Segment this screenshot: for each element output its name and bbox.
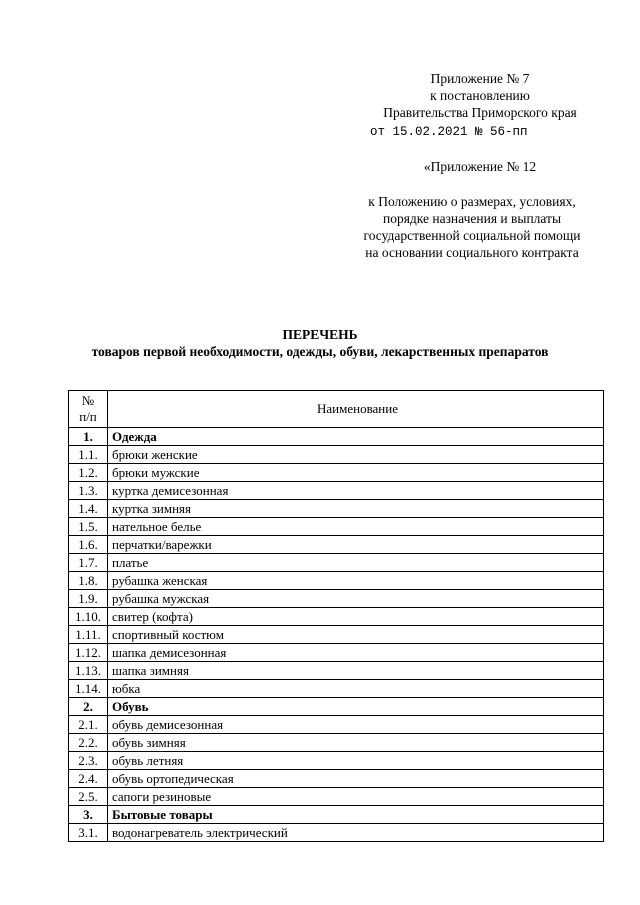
table-row xyxy=(69,536,604,554)
row-number: 1.4. xyxy=(69,500,108,518)
table-row xyxy=(69,824,604,842)
row-number: 2.2. xyxy=(69,734,108,752)
table-row xyxy=(69,518,604,536)
table-row xyxy=(69,662,604,680)
row-number: 2. xyxy=(69,698,108,716)
row-number: 3. xyxy=(69,806,108,824)
row-number: 1.3. xyxy=(69,482,108,500)
table-row xyxy=(69,446,604,464)
table-row xyxy=(69,500,604,518)
table-row xyxy=(69,572,604,590)
row-number: 1.10. xyxy=(69,608,108,626)
table-row xyxy=(69,554,604,572)
table-row xyxy=(69,644,604,662)
table-row xyxy=(69,626,604,644)
row-number: 2.1. xyxy=(69,716,108,734)
row-number: 1.5. xyxy=(69,518,108,536)
table-section-row xyxy=(69,428,604,446)
row-name: куртка зимняя xyxy=(108,500,604,518)
table-body xyxy=(69,428,604,842)
row-number: 2.4. xyxy=(69,770,108,788)
row-number: 1.7. xyxy=(69,554,108,572)
table-section-row xyxy=(69,698,604,716)
table-row xyxy=(69,716,604,734)
row-name: перчатки/варежки xyxy=(108,536,604,554)
row-number: 1.6. xyxy=(69,536,108,554)
table-row xyxy=(69,680,604,698)
row-name: Одежда xyxy=(108,428,604,446)
row-name: брюки мужские xyxy=(108,464,604,482)
table-row xyxy=(69,608,604,626)
row-name: куртка демисезонная xyxy=(108,482,604,500)
row-number: 1.9. xyxy=(69,590,108,608)
row-name: шапка зимняя xyxy=(108,662,604,680)
row-number: 1.1. xyxy=(69,446,108,464)
header-regulation-2: порядке назначения и выплаты xyxy=(382,211,562,226)
row-name: обувь ортопедическая xyxy=(108,770,604,788)
items-table xyxy=(68,390,604,842)
row-name: обувь демисезонная xyxy=(108,716,604,734)
table-row xyxy=(69,734,604,752)
row-name: рубашка мужская xyxy=(108,590,604,608)
row-name: сапоги резиновые xyxy=(108,788,604,806)
column-header-number xyxy=(69,391,108,428)
document-title: ПЕРЕЧЕНЬ xyxy=(282,327,358,342)
row-number: 3.1. xyxy=(69,824,108,842)
row-name: Обувь xyxy=(108,698,604,716)
header-appendix-7: Приложение № 7 xyxy=(430,71,530,86)
row-number: 2.5. xyxy=(69,788,108,806)
table-row xyxy=(69,590,604,608)
header-appendix-12: «Приложение № 12 xyxy=(423,159,537,174)
row-name: шапка демисезонная xyxy=(108,644,604,662)
header-resolution: к постановлению xyxy=(430,88,530,103)
table-section-row xyxy=(69,806,604,824)
row-name: платье xyxy=(108,554,604,572)
row-name: обувь зимняя xyxy=(108,734,604,752)
row-name: нательное белье xyxy=(108,518,604,536)
row-name: спортивный костюм xyxy=(108,626,604,644)
row-number: 1.12. xyxy=(69,644,108,662)
row-name: рубашка женская xyxy=(108,572,604,590)
row-name: свитер (кофта) xyxy=(108,608,604,626)
row-number: 1.8. xyxy=(69,572,108,590)
row-name: водонагреватель электрический xyxy=(108,824,604,842)
row-number: 1.11. xyxy=(69,626,108,644)
header-regulation-3: государственной социальной помощи xyxy=(363,228,581,243)
row-name: брюки женские xyxy=(108,446,604,464)
row-number: 1.13. xyxy=(69,662,108,680)
header-regulation-1: к Положению о размерах, условиях, xyxy=(368,194,576,209)
column-header-number-sign: № xyxy=(81,393,95,408)
row-name: юбка xyxy=(108,680,604,698)
header-government: Правительства Приморского края xyxy=(383,105,577,120)
table-row xyxy=(69,482,604,500)
table-row xyxy=(69,752,604,770)
table-header-row xyxy=(69,391,604,428)
table-row xyxy=(69,464,604,482)
document-subtitle: товаров первой необходимости, одежды, обуви, лекарственных препаратов xyxy=(91,344,549,359)
column-header-number-abbr: п/п xyxy=(79,409,97,424)
row-number: 1. xyxy=(69,428,108,446)
header-regulation-4: на основании социального контракта xyxy=(365,245,579,260)
row-number: 1.14. xyxy=(69,680,108,698)
column-header-name: Наименование xyxy=(108,391,604,428)
header-date-number: от 15.02.2021 № 56-пп xyxy=(370,125,528,139)
row-name: Бытовые товары xyxy=(108,806,604,824)
row-number: 1.2. xyxy=(69,464,108,482)
row-number: 2.3. xyxy=(69,752,108,770)
row-name: обувь летняя xyxy=(108,752,604,770)
table-row xyxy=(69,788,604,806)
table-row xyxy=(69,770,604,788)
